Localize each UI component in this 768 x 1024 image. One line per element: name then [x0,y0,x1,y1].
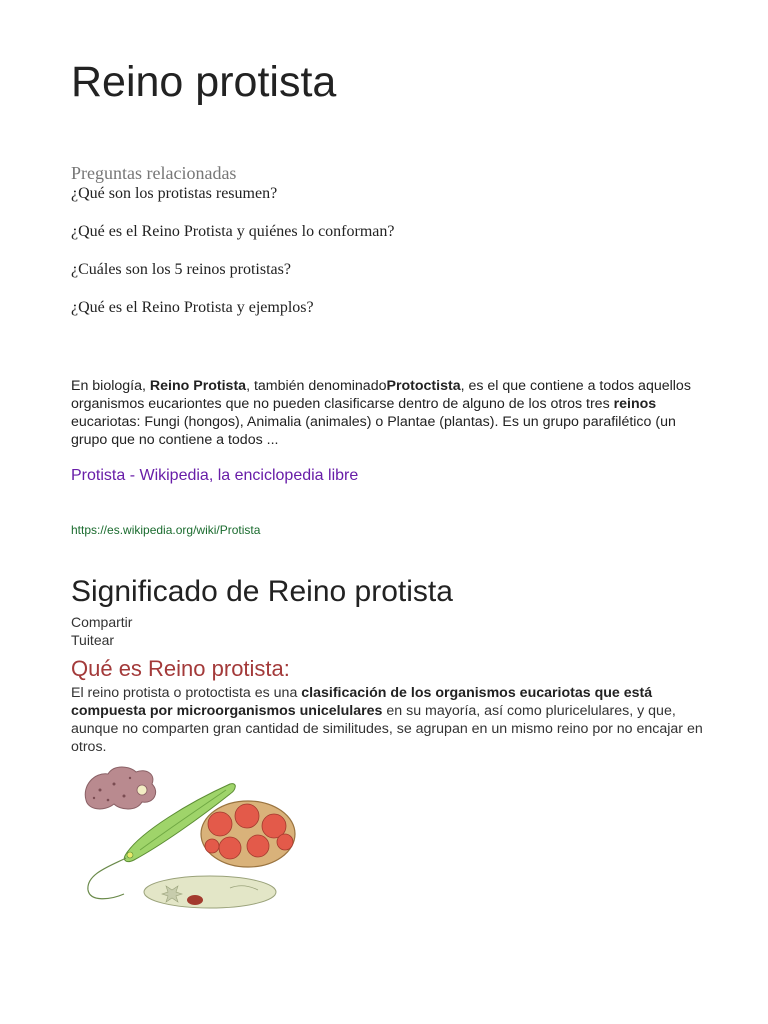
featured-snippet [71,377,711,449]
definition-text-2: en su mayoría, así como pluricelulares, y que, aunque no comparten gran cantidad de similitudes, se agrupan en un mismo reino por no encajar en otros. [71,703,703,755]
share-links [71,613,132,649]
related-question-4[interactable]: ¿Qué es el Reino Protista y ejemplos? [71,299,314,316]
wikipedia-result-url: https://es.wikipedia.org/wiki/Protista [71,523,261,537]
snippet-bold-protoctista: Protoctista [386,378,461,394]
related-questions [71,162,711,336]
protist-illustration [80,762,300,912]
snippet-text-1: En biología, [71,378,150,394]
share-button[interactable]: Compartir [71,614,133,630]
volvox-cell-drawing [201,801,295,867]
related-question-1[interactable]: ¿Qué son los protistas resumen? [71,185,278,202]
paramecium-drawing [144,876,276,908]
snippet-bold-reino-protista: Reino Protista [149,378,247,394]
wikipedia-result-link[interactable]: Protista - Wikipedia, la enciclopedia libre [71,467,359,484]
que-es-heading: Qué es Reino protista: [71,656,290,681]
tweet-button[interactable]: Tuitear [71,632,115,648]
snippet-text-2: , también denominado [246,378,387,394]
snippet-text-4: eucariotas: Fungi (hongos), Animalia (animales) o Plantae (plantas). Es un grupo parafilético (un grupo que no contiene a todos ... [71,414,676,448]
related-question-3[interactable]: ¿Cuáles son los 5 reinos protistas? [71,261,291,278]
related-questions-heading: Preguntas relacionadas [71,163,237,183]
definition-text-1: El reino protista o protoctista es una [71,685,302,701]
amoeba-drawing [85,767,155,809]
snippet-bold-reinos: reinos [613,396,657,412]
definition-bold: clasificación de los organismos eucariotas que está compuesta por microorganismos unicelulares [71,685,653,719]
related-question-2[interactable]: ¿Qué es el Reino Protista y quiénes lo conforman? [71,223,395,240]
snippet-text-3: , es el que contiene a todos aquellos organismos eucariontes que no pueden clasificarse dentro de alguno de los otros tres [71,378,691,412]
significado-heading: Significado de Reino protista [71,575,453,608]
page-title: Reino protista [71,58,337,106]
definition-paragraph [71,684,721,756]
